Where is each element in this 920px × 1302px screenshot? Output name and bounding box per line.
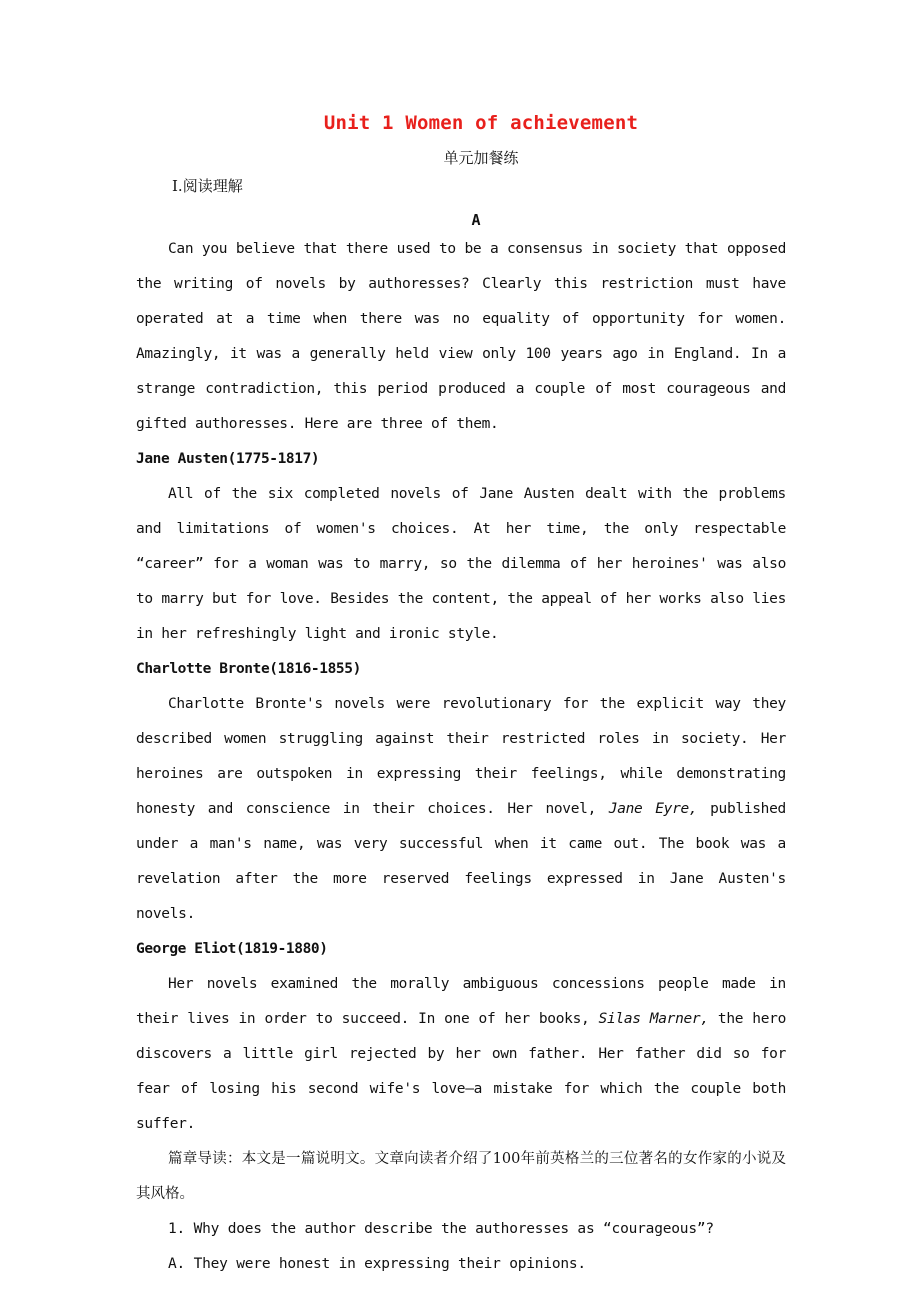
eliot-text-after: the hero discovers a little girl rejected by her own father. Her father did so for fear of losing his second wife's love—a mistake for which the couple both suffer. bbox=[136, 1011, 786, 1132]
question-1-option-a: A. They were honest in expressing their opinions. bbox=[168, 1256, 586, 1272]
author-paragraph-austen: All of the six completed novels of Jane Austen dealt with the problems and limitations of women's choices. At her time, the only respectable “career” for a woman was to marry, so the dilemma of her heroines' was also to marry but for love. Besides the content, the appeal of her works also lies in her refreshingly light and ironic style. bbox=[136, 486, 786, 642]
passage-label: A bbox=[471, 211, 481, 229]
author-heading-bronte: Charlotte Bronte(1816-1855) bbox=[136, 661, 361, 677]
passage-body bbox=[136, 232, 786, 1282]
book-title-silas-marner: Silas Marner, bbox=[598, 1011, 709, 1027]
author-heading-austen: Jane Austen(1775-1817) bbox=[136, 451, 320, 467]
question-1: 1. Why does the author describe the authoresses as “courageous”? bbox=[168, 1221, 714, 1237]
book-title-jane-eyre: Jane Eyre, bbox=[608, 801, 698, 817]
bronte-text-before: Charlotte Bronte's novels were revolutionary for the explicit way they described women struggling against their restricted roles in society. Her heroines are outspoken in expressing their feelings, while demonstrating honesty and conscience in their choices. Her novel, bbox=[136, 696, 786, 817]
unit-subtitle: 单元加餐练 bbox=[443, 149, 519, 167]
author-paragraph-bronte bbox=[136, 687, 786, 932]
unit-title: Unit 1 Women of achievement bbox=[323, 112, 639, 134]
passage-guide: 篇章导读：本文是一篇说明文。文章向读者介绍了100年前英格兰的三位著名的女作家的小说及其风格。 bbox=[136, 1151, 786, 1202]
author-paragraph-eliot bbox=[136, 967, 786, 1142]
author-heading-eliot: George Eliot(1819-1880) bbox=[136, 941, 328, 957]
section-heading: Ⅰ.阅读理解 bbox=[172, 177, 243, 195]
eliot-text-before: Her novels examined the morally ambiguous concessions people made in their lives in order to succeed. In one of her books, bbox=[136, 976, 786, 1027]
bronte-text-after: published under a man's name, was very successful when it came out. The book was a revelation after the more reserved feelings expressed in Jane Austen's novels. bbox=[136, 801, 786, 922]
intro-paragraph: Can you believe that there used to be a consensus in society that opposed the writing of novels by authoresses? Clearly this restriction must have operated at a time when there was no equality of opportunity for women. Amazingly, it was a generally held view only 100 years ago in England. In a strange contradiction, this period produced a couple of most courageous and gifted authoresses. Here are three of them. bbox=[136, 241, 786, 432]
